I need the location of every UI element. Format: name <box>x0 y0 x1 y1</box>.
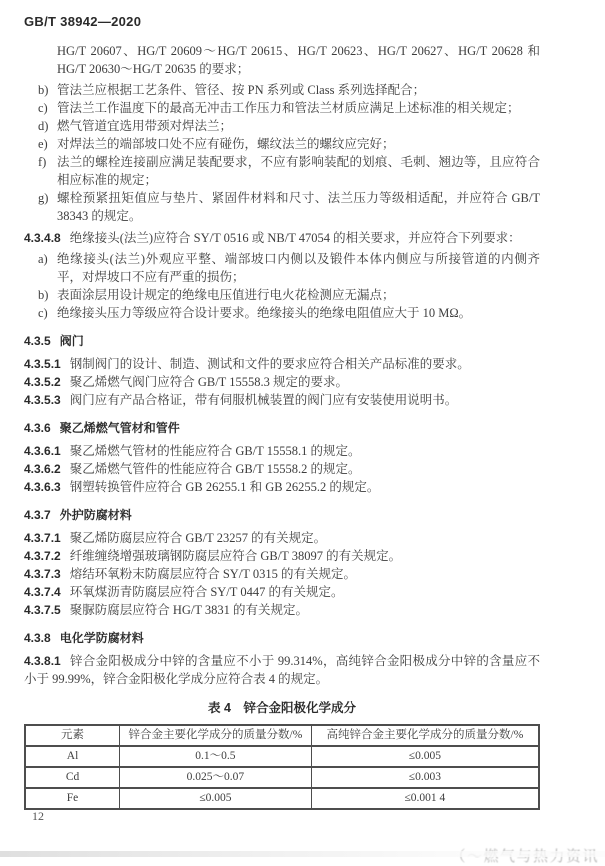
section-4-3-6 <box>24 419 540 496</box>
clause <box>24 355 540 373</box>
clause-number: 4.3.8.1 <box>24 654 61 668</box>
table-cell: Cd <box>25 767 120 788</box>
section-4-3-7 <box>24 506 540 619</box>
table-row <box>25 746 539 767</box>
clause-number: 4.3.5.1 <box>24 357 61 371</box>
section-number: 4.3.8 <box>24 631 51 645</box>
table-4-zinc-anode-composition <box>24 724 540 810</box>
column-header: 元素 <box>25 725 120 746</box>
table-cell: Al <box>25 746 120 767</box>
list-item <box>38 99 540 117</box>
clause-text: 聚脲防腐层应符合 HG/T 3831 的有关规定。 <box>69 603 309 617</box>
list-item-text: 表面涂层用设计规定的绝缘电压值进行电火花检测应无漏点； <box>57 288 395 302</box>
clause-text: 阀门应有产品合格证，带有伺服机械装置的阀门应有安装使用说明书。 <box>69 393 458 407</box>
insulation-joint-list <box>38 250 540 322</box>
continuation-paragraph: HG/T 20607、HG/T 20609～HG/T 20615、HG/T 20623、HG/T 20627、HG/T 20628 和 HG/T 20630～HG/T 20635 的要求； <box>57 44 540 76</box>
clause-text: 聚乙烯燃气管件的性能应符合 GB/T 15558.2 的规定。 <box>69 462 361 476</box>
clause-number: 4.3.4.8 <box>24 231 61 245</box>
clause-number: 4.3.6.3 <box>24 480 61 494</box>
table-cell: 0.025～0.07 <box>120 767 312 788</box>
list-item-text: 对焊法兰的端部坡口处不应有碰伤，螺纹法兰的螺纹应完好； <box>57 137 395 151</box>
section-heading <box>24 629 540 647</box>
clause-4-3-8-1 <box>24 652 540 688</box>
list-item <box>38 286 540 304</box>
list-item-text: 法兰的螺栓连接副应满足装配要求，不应有影响装配的划痕、毛刺、翘边等，且应符合相应标准的规定； <box>57 155 540 187</box>
section-title: 聚乙烯燃气管材和管件 <box>59 421 180 435</box>
list-item-text: 螺栓预紧扭矩值应与垫片、紧固件材料和尺寸、法兰压力等级相适配，并应符合 GB/T 38343 的规定。 <box>57 191 540 223</box>
list-marker: c) <box>38 101 48 115</box>
clause-number: 4.3.6.2 <box>24 462 61 476</box>
clause <box>24 529 540 547</box>
list-item-text: 绝缘接头压力等级应符合设计要求。绝缘接头的绝缘电阻值应大于 10 MΩ。 <box>57 306 472 320</box>
table-cell: 0.1～0.5 <box>120 746 312 767</box>
table-caption: 表 4 锌合金阳极化学成分 <box>208 701 356 715</box>
list-item <box>38 250 540 286</box>
section-number: 4.3.5 <box>24 334 51 348</box>
clause-text: 聚乙烯防腐层应符合 GB/T 23257 的有关规定。 <box>69 531 327 545</box>
list-marker: c) <box>38 306 48 320</box>
list-item <box>38 189 540 225</box>
standard-number-header: GB/T 38942—2020 <box>24 14 142 29</box>
section-number: 4.3.7 <box>24 508 51 522</box>
clause-text: 纤维缠绕增强玻璃钢防腐层应符合 GB/T 38097 的有关规定。 <box>69 549 402 563</box>
list-marker: g) <box>38 191 49 205</box>
clause <box>24 565 540 583</box>
clause <box>24 547 540 565</box>
clause-text: 熔结环氧粉末防腐层应符合 SY/T 0315 的有关规定。 <box>69 567 356 581</box>
table-cell: ≤0.005 <box>120 788 312 809</box>
list-item-text: 燃气管道宜选用带颈对焊法兰； <box>57 119 233 133</box>
clause <box>24 391 540 409</box>
list-marker: b) <box>38 83 49 97</box>
list-item-text: 管法兰工作温度下的最高无冲击工作压力和管法兰材质应满足上述标准的相关规定； <box>57 101 520 115</box>
clause-text: 聚乙烯燃气管材的性能应符合 GB/T 15558.1 的规定。 <box>69 444 361 458</box>
list-item <box>38 153 540 189</box>
clause <box>24 601 540 619</box>
clause-text: 环氧煤沥青防腐层应符合 SY/T 0447 的有关规定。 <box>69 585 344 599</box>
clause-text: 聚乙烯燃气阀门应符合 GB/T 15558.3 规定的要求。 <box>69 375 348 389</box>
clause-4-3-4-8 <box>24 229 540 247</box>
clause-number: 4.3.7.5 <box>24 603 61 617</box>
clause-number: 4.3.7.1 <box>24 531 61 545</box>
list-marker: e) <box>38 137 48 151</box>
table-cell: ≤0.005 <box>311 746 539 767</box>
table-cell: ≤0.001 4 <box>311 788 539 809</box>
section-title: 电化学防腐材料 <box>59 631 144 645</box>
list-item <box>38 135 540 153</box>
column-header: 高纯锌合金主要化学成分的质量分数/% <box>311 725 539 746</box>
section-title: 阀门 <box>59 334 84 348</box>
table-cell: Fe <box>25 788 120 809</box>
clause-number: 4.3.6.1 <box>24 444 61 458</box>
section-4-3-5 <box>24 332 540 409</box>
clause-text: 绝缘接头(法兰)应符合 SY/T 0516 或 NB/T 47054 的相关要求，并应符合下列要求： <box>69 231 521 245</box>
list-marker: f) <box>38 155 47 169</box>
list-item-text: 管法兰应根据工艺条件、管径、按 PN 系列或 Class 系列选择配合； <box>57 83 426 97</box>
section-heading <box>24 332 540 350</box>
list-item-text: 绝缘接头(法兰)外观应平整、端部坡口内侧以及锻件本体内侧应与所接管道的内侧齐平，对焊坡口不应有严重的损伤； <box>57 252 540 284</box>
page-number: 12 <box>32 809 44 823</box>
list-marker: d) <box>38 119 49 133</box>
table-row <box>25 767 539 788</box>
list-marker: b) <box>38 288 49 302</box>
clause-text: 锌合金阳极成分中锌的含量应不小于 99.314%，高纯锌合金阳极成分中锌的含量应不小于 99.99%，锌合金阳极化学成分应符合表 4 的规定。 <box>24 654 540 686</box>
table-cell: ≤0.003 <box>311 767 539 788</box>
section-4-3-8 <box>24 629 540 688</box>
section-number: 4.3.6 <box>24 421 51 435</box>
section-heading <box>24 506 540 524</box>
clause-text: 钢塑转换管件应符合 GB 26255.1 和 GB 26255.2 的规定。 <box>69 480 380 494</box>
bottom-scan-shadow <box>0 851 605 857</box>
clause-number: 4.3.5.2 <box>24 375 61 389</box>
table-header-row <box>25 725 539 746</box>
list-item <box>38 304 540 322</box>
clause-number: 4.3.7.4 <box>24 585 61 599</box>
list-marker: a) <box>38 252 48 266</box>
clause <box>24 373 540 391</box>
clause <box>24 460 540 478</box>
clause <box>24 583 540 601</box>
table-row <box>25 788 539 809</box>
clause-number: 4.3.7.2 <box>24 549 61 563</box>
flange-requirement-list <box>38 81 540 225</box>
section-title: 外护防腐材料 <box>59 508 132 522</box>
clause <box>24 478 540 496</box>
column-header: 锌合金主要化学成分的质量分数/% <box>120 725 312 746</box>
clause-number: 4.3.5.3 <box>24 393 61 407</box>
list-item <box>38 81 540 99</box>
clause-text: 钢制阀门的设计、制造、测试和文件的要求应符合相关产品标准的要求。 <box>69 357 470 371</box>
section-heading <box>24 419 540 437</box>
clause <box>24 442 540 460</box>
list-item <box>38 117 540 135</box>
clause-number: 4.3.7.3 <box>24 567 61 581</box>
